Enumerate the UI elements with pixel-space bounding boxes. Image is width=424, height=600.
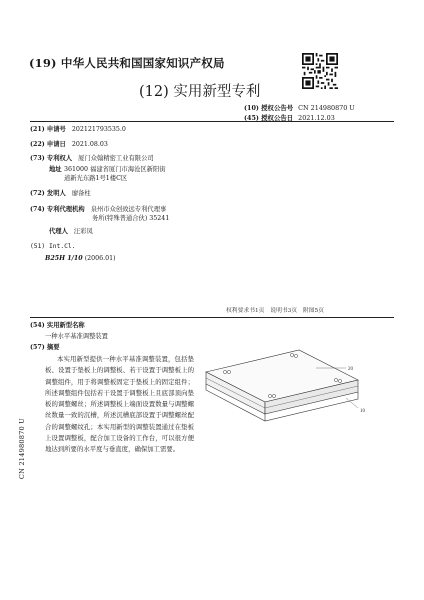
address-label: 地址 xyxy=(49,166,62,173)
utility-title: 一种水平基准调整装置 xyxy=(45,333,108,340)
inventor-value: 廖备柱 xyxy=(71,190,91,197)
address-line-2: 道新光东路1号1楼C区 xyxy=(64,175,128,182)
abstract-label: (57) 摘要 xyxy=(30,344,60,351)
side-publication-number: CN 214980870 U xyxy=(18,418,26,480)
page-counts: 权利要求书1页 说明书3页 附图5页 xyxy=(226,308,325,314)
office-header: (19) 中华人民共和国国家知识产权局 xyxy=(29,56,225,70)
publication-number xyxy=(244,103,355,112)
top-rule xyxy=(30,121,394,122)
application-number-value: 202121793535.0 xyxy=(71,126,126,133)
ipc-label: (51) Int.Cl. xyxy=(30,243,76,250)
ipc-classification xyxy=(45,254,116,263)
application-date xyxy=(30,140,108,149)
document-type: (12) 实用新型专利 xyxy=(139,84,261,100)
publication-number-value: CN 214980870 U xyxy=(298,104,355,112)
application-date-value: 2021.08.03 xyxy=(71,141,108,148)
agency-line-1: 泉州市众创致远专利代理事 xyxy=(90,206,167,213)
address-line-1: 361000 福建省厦门市海沧区新阳街 xyxy=(64,166,166,173)
figure-label-side: 10 xyxy=(360,409,365,414)
publication-number-label: (10) 授权公告号 xyxy=(244,104,294,112)
agent-label: 代理人 xyxy=(49,228,68,235)
application-number xyxy=(30,125,126,134)
agency-label: (74) 专利代理机构 xyxy=(30,206,85,213)
patentee xyxy=(30,154,154,163)
figure-label-top: 20 xyxy=(348,367,353,372)
publication-date-label: (45) 授权公告日 xyxy=(244,114,294,122)
patentee-value: 厦门众翰精密工业有限公司 xyxy=(78,155,154,162)
abstract-text: 本实用新型提供一种水平基准调整装置，包括垫板、设置于垫板上的调整板、若干设置于调整板上的调整组件，用于将调整板固定于垫板上的固定组件；所述调整组件包括若干设置于调整板上且底部顶向垫板的调整螺丝；所述调整板上端面设置数量与调整螺丝数量一致的沉槽，所述沉槽底部设置于调整螺丝配合的调整螺纹孔；本实用新型的调整装置通过在垫板上设置调整板，配合加工设备的工作台，可以很方便地达到所要的水平度与垂直度，确保加工需要。 xyxy=(45,355,194,454)
ipc-year: (2006.01) xyxy=(84,255,116,262)
inventor xyxy=(30,189,91,198)
application-number-label: (21) 申请号 xyxy=(30,126,66,133)
agent-value: 汪彩凤 xyxy=(73,228,93,235)
qr-code-icon xyxy=(302,53,338,89)
inventor-label: (72) 发明人 xyxy=(30,190,66,197)
bottom-rule xyxy=(30,317,394,318)
application-date-label: (22) 申请日 xyxy=(30,141,66,148)
ipc-code: B25H 1/10 xyxy=(45,255,83,262)
agency xyxy=(30,205,166,214)
publication-date-value: 2021.12.03 xyxy=(298,114,335,122)
agent xyxy=(49,227,93,236)
device-figure xyxy=(196,346,378,442)
utility-title-label: (54) 实用新型名称 xyxy=(30,322,85,329)
patentee-label: (73) 专利权人 xyxy=(30,155,73,162)
agency-line-2: 务所(特殊普通合伙) 35241 xyxy=(92,215,170,222)
